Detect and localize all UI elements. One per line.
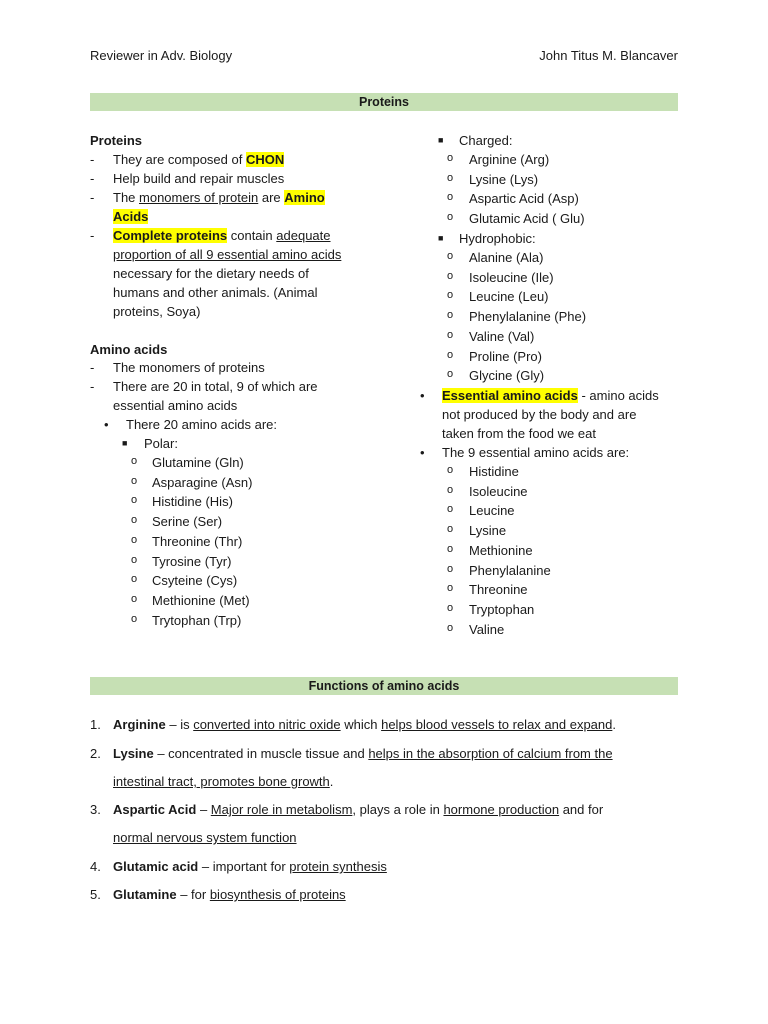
text: – xyxy=(196,802,211,817)
amino-name: Aspartic Acid xyxy=(113,802,197,817)
text: They are composed of xyxy=(113,152,246,167)
list-item: Aspartic Acid (Asp) xyxy=(469,191,579,207)
circle-bullet: o xyxy=(131,533,138,546)
circle-bullet: o xyxy=(447,582,454,595)
amino-point-2: There are 20 in total, 9 of which are xyxy=(113,379,318,394)
protein-point-4-l5: proteins, Soya) xyxy=(113,304,201,319)
circle-bullet: o xyxy=(447,483,454,496)
text: – important for xyxy=(198,859,290,874)
dash-bullet: - xyxy=(90,360,95,375)
circle-bullet: o xyxy=(447,269,454,282)
text: which xyxy=(340,717,382,732)
circle-bullet: o xyxy=(131,474,138,487)
list-item: Leucine xyxy=(469,503,515,519)
function-glutamic xyxy=(113,857,387,876)
circle-bullet: o xyxy=(447,348,454,361)
circle-bullet: o xyxy=(447,171,454,184)
list-item: Trytophan (Trp) xyxy=(152,612,242,628)
polar-label: Polar: xyxy=(144,436,178,451)
text: are xyxy=(258,190,285,205)
text: – concentrated in muscle tissue and xyxy=(153,746,369,761)
list-item: Alanine (Ala) xyxy=(469,250,544,265)
underlined-text: converted into nitric oxide xyxy=(193,717,341,732)
list-item: Phenylalanine xyxy=(469,562,551,578)
list-item: Proline (Pro) xyxy=(469,348,542,364)
text: – is xyxy=(165,717,194,732)
circle-bullet: o xyxy=(131,573,138,586)
list-item: Valine (Val) xyxy=(469,328,535,344)
hydrophobic-label: Hydrophobic: xyxy=(459,231,536,246)
circle-bullet: o xyxy=(447,542,454,555)
highlight-essential-amino-acids: Essential amino acids xyxy=(442,388,578,403)
circle-bullet: o xyxy=(447,152,454,164)
function-aspartic xyxy=(113,800,603,819)
protein-point-4-l2: proportion of all 9 essential amino acids xyxy=(113,247,342,262)
list-item: Arginine (Arg) xyxy=(469,152,550,167)
amino-acids-heading: Amino acids xyxy=(90,342,168,357)
circle-bullet: o xyxy=(447,601,454,614)
function-glutamine xyxy=(113,885,346,904)
circle-bullet: o xyxy=(131,553,138,566)
function-number: 2. xyxy=(90,746,101,761)
circle-bullet: o xyxy=(447,211,454,224)
list-item: Asparagine (Asn) xyxy=(152,474,253,490)
function-aspartic-cont: normal nervous system function xyxy=(113,830,297,845)
underlined-text: adequate xyxy=(276,228,331,243)
header-left: Reviewer in Adv. Biology xyxy=(90,48,233,63)
square-bullet: ■ xyxy=(122,438,128,448)
circle-bullet: o xyxy=(447,562,454,575)
list-item: Methionine xyxy=(469,542,533,558)
amino-point-2-cont: essential amino acids xyxy=(113,398,238,413)
protein-point-2: Help build and repair muscles xyxy=(113,171,285,186)
protein-point-4-l4: humans and other animals. (Animal xyxy=(113,285,318,300)
underlined-text: biosynthesis of proteins xyxy=(209,887,346,902)
highlight-complete-proteins: Complete proteins xyxy=(113,228,228,243)
highlight-acids: Acids xyxy=(113,209,149,224)
circle-bullet: o xyxy=(131,455,138,467)
charged-label: Charged: xyxy=(459,133,513,148)
nine-essential-label: The 9 essential amino acids are: xyxy=(442,445,630,460)
underlined-text: helps in the absorption of calcium from the xyxy=(368,746,613,761)
amino-name: Lysine xyxy=(113,746,154,761)
text: The xyxy=(113,190,140,205)
round-bullet: • xyxy=(420,445,425,460)
circle-bullet: o xyxy=(447,368,454,381)
text: - amino acids xyxy=(577,388,659,403)
essential-def-l2: not produced by the body and are xyxy=(442,407,637,422)
highlight-chon: CHON xyxy=(245,152,285,167)
circle-bullet: o xyxy=(131,592,138,605)
protein-point-3 xyxy=(113,188,325,207)
circle-bullet: o xyxy=(447,191,454,204)
amino-name: Glutamic acid xyxy=(113,859,199,874)
list-item: Glutamic Acid ( Glu) xyxy=(469,211,585,227)
text: contain xyxy=(227,228,277,243)
dash-bullet: - xyxy=(90,152,95,167)
text: . xyxy=(329,774,334,789)
function-number: 4. xyxy=(90,859,101,874)
function-number: 5. xyxy=(90,887,101,902)
circle-bullet: o xyxy=(447,621,454,634)
list-item: Leucine (Leu) xyxy=(469,289,549,305)
amino-name: Glutamine xyxy=(113,887,177,902)
protein-point-4-l3: necessary for the dietary needs of xyxy=(113,266,309,281)
essential-def-l3: taken from the food we eat xyxy=(442,426,596,441)
function-number: 1. xyxy=(90,717,101,732)
protein-point-4 xyxy=(113,226,331,245)
list-item: Glycine (Gly) xyxy=(469,368,545,384)
underlined-text: monomers of protein xyxy=(139,190,259,205)
amino-name: Arginine xyxy=(113,717,166,732)
underlined-text: Major role in metabolism xyxy=(210,802,353,817)
underlined-text: intestinal tract, promotes bone growth xyxy=(113,774,330,789)
circle-bullet: o xyxy=(131,494,138,507)
list-item: Phenylalanine (Phe) xyxy=(469,309,587,325)
text: – for xyxy=(176,887,210,902)
square-bullet: ■ xyxy=(438,135,444,145)
function-arginine xyxy=(113,715,616,734)
list-item: Glutamine (Gln) xyxy=(152,455,244,470)
square-bullet: ■ xyxy=(438,233,444,243)
round-bullet: • xyxy=(104,417,109,432)
dash-bullet: - xyxy=(90,228,95,243)
proteins-heading: Proteins xyxy=(90,133,143,148)
list-item: Isoleucine (Ile) xyxy=(469,269,554,285)
protein-point-1 xyxy=(113,150,284,169)
list-item: Tryptophan xyxy=(469,601,535,617)
list-item: Serine (Ser) xyxy=(152,514,223,530)
function-lysine xyxy=(113,744,613,763)
underlined-text: protein synthesis xyxy=(289,859,387,874)
amino-point-1: The monomers of proteins xyxy=(113,360,265,375)
text: and for xyxy=(559,802,604,817)
header-right: John Titus M. Blancaver xyxy=(539,48,678,63)
circle-bullet: o xyxy=(447,328,454,341)
function-lysine-cont xyxy=(113,772,333,791)
list-item: Threonine xyxy=(469,582,528,598)
protein-point-3-cont xyxy=(113,207,148,226)
circle-bullet: o xyxy=(131,514,138,527)
dash-bullet: - xyxy=(90,190,95,205)
list-item: Isoleucine xyxy=(469,483,528,499)
section-functions-title: Functions of amino acids xyxy=(90,677,678,695)
circle-bullet: o xyxy=(131,612,138,625)
dash-bullet: - xyxy=(90,171,95,186)
list-item: Threonine (Thr) xyxy=(152,533,243,549)
list-item: Methionine (Met) xyxy=(152,592,250,608)
circle-bullet: o xyxy=(447,523,454,536)
round-bullet: • xyxy=(420,388,425,403)
text: , plays a role in xyxy=(352,802,444,817)
highlight-amino: Amino xyxy=(284,190,325,205)
list-item: Tyrosine (Tyr) xyxy=(152,553,232,569)
circle-bullet: o xyxy=(447,503,454,516)
list-item: Lysine xyxy=(469,523,507,539)
circle-bullet: o xyxy=(447,250,454,262)
function-number: 3. xyxy=(90,802,101,817)
circle-bullet: o xyxy=(447,289,454,302)
circle-bullet: o xyxy=(447,464,454,476)
underlined-text: hormone production xyxy=(443,802,560,817)
list-item: Valine xyxy=(469,621,505,637)
underlined-text: helps blood vessels to relax and expand xyxy=(381,717,613,732)
list-item: Csyteine (Cys) xyxy=(152,573,238,589)
essential-def-l1 xyxy=(442,386,659,405)
dash-bullet: - xyxy=(90,379,95,394)
list-item: Histidine (His) xyxy=(152,494,233,510)
amino-point-3: There 20 amino acids are: xyxy=(126,417,278,432)
list-item: Lysine (Lys) xyxy=(469,171,539,187)
circle-bullet: o xyxy=(447,309,454,322)
section-proteins-title: Proteins xyxy=(90,93,678,111)
text: . xyxy=(612,717,616,732)
list-item: Histidine xyxy=(469,464,519,479)
